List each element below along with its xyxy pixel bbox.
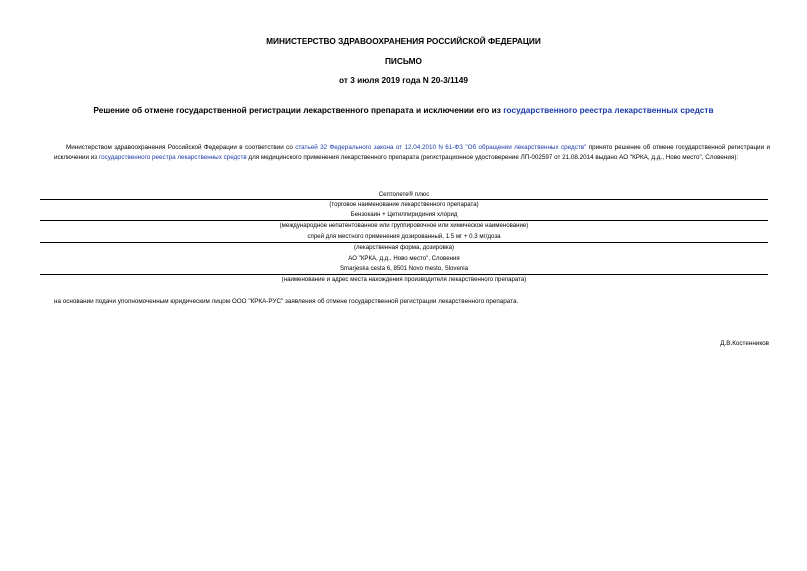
manufacturer-caption: (наименование и адрес места нахождения производителя лекарственного препарата) <box>281 276 527 283</box>
dosage-form-caption: (лекарственная форма, дозировка) <box>353 244 455 251</box>
dosage-form-value: спрей для местного применения дозированный, 1.5 мг + 0.3 мг/доза <box>307 233 501 240</box>
registry-link[interactable]: государственного реестра лекарственных средств <box>503 105 714 115</box>
inn-caption: (международное непатентованное или группировочное или химическое наименование) <box>279 222 529 229</box>
table-divider <box>40 220 768 221</box>
signature: Д.В.Костенников <box>720 340 769 347</box>
registry-link-inline[interactable]: государственного реестра лекарственных средств <box>98 153 247 161</box>
document-date: от 3 июля 2019 года N 20-3/1149 <box>338 75 468 85</box>
inn-value: Бензокаин + Цетилпиридиния хлорид <box>350 211 458 218</box>
manufacturer-address: Smarjeska cesta 6, 8501 Novo mesto, Slovenia <box>339 265 469 272</box>
document-subject <box>0 105 807 115</box>
trade-name-value: Септолете® плюс <box>378 191 430 198</box>
subject-text: Решение об отмене государственной регистрации лекарственного препарата и исключении его из <box>93 105 504 115</box>
law-article-link[interactable]: статьей 32 Федерального закона от 12.04.2010 N 61-ФЗ "Об обращении лекарственных средств" <box>295 144 587 151</box>
table-divider <box>40 274 768 275</box>
intro-text-1: Министерством здравоохранения Российской Федерации в соответствии со <box>66 144 296 151</box>
intro-text-2: принято решение об отмене государственной регистрации и исключении из <box>54 144 770 161</box>
intro-paragraph <box>54 143 770 162</box>
table-divider <box>40 199 768 200</box>
table-divider <box>40 242 768 243</box>
trade-name-caption: (торговое наименование лекарственного препарата) <box>329 201 479 208</box>
ministry-title: МИНИСТЕРСТВО ЗДРАВООХРАНЕНИЯ РОССИЙСКОЙ ФЕДЕРАЦИИ <box>266 36 541 46</box>
intro-text-3: для медицинского применения лекарственного препарата (регистрационное удостоверение ЛП-002597 от 21.08.2014 выдано АО "КРКА, д.д., Ново место", Словения): <box>246 153 739 161</box>
manufacturer-value: АО "КРКА, д.д., Ново место", Словения <box>348 255 460 262</box>
closing-paragraph: на основании подачи уполномоченным юридическим лицом ООО "КРКА-РУС" заявления об отмене государственной регистрации лекарственного препарата. <box>54 298 519 305</box>
document-type: ПИСЬМО <box>384 56 423 66</box>
